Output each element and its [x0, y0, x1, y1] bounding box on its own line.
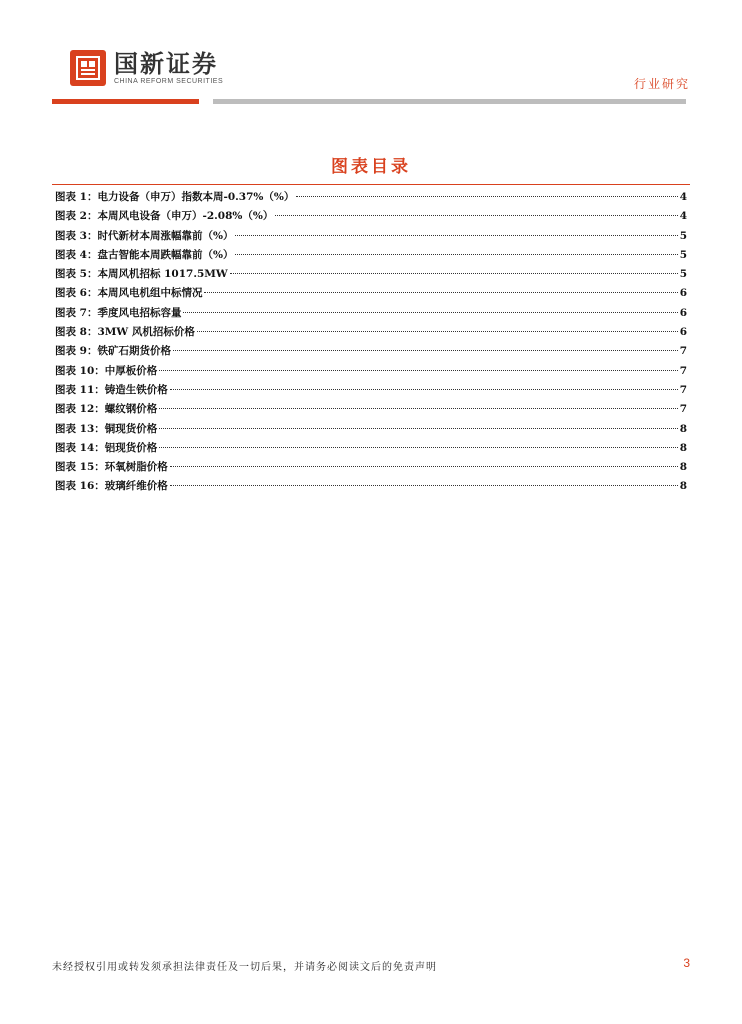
- toc-entry-page: 6: [679, 287, 687, 300]
- toc-leader-dots: [159, 408, 677, 409]
- toc-entry[interactable]: [55, 362, 687, 381]
- toc-entry-label: 图表 2：本周风电设备（申万）-2.08%（%）: [55, 210, 274, 223]
- toc-entry-page: 8: [679, 422, 687, 435]
- toc-entry-label: 图表 10：中厚板价格: [55, 364, 158, 377]
- toc-entry-page: 8: [679, 480, 687, 493]
- toc-entry-page: 4: [679, 210, 687, 223]
- toc-entry-page: 8: [679, 441, 687, 454]
- toc-entry[interactable]: [55, 246, 687, 265]
- toc-leader-dots: [159, 428, 677, 429]
- toc-leader-dots: [296, 196, 677, 197]
- toc-entry-page: 7: [679, 383, 687, 396]
- toc-entry-label: 图表 16：玻璃纤维价格: [55, 480, 168, 493]
- toc-entry[interactable]: [55, 477, 687, 496]
- toc-entry-page: 4: [679, 191, 687, 203]
- header-gray-bar: [213, 99, 686, 104]
- section-label: 行业研究: [633, 77, 690, 91]
- toc-leader-dots: [230, 273, 678, 274]
- toc-entry-page: 7: [679, 403, 687, 416]
- toc-leader-dots: [159, 447, 677, 448]
- toc-entry-page: 5: [679, 248, 687, 261]
- logo-mark-icon: [70, 50, 106, 86]
- toc-title: 图表目录: [331, 157, 411, 177]
- toc-entry[interactable]: [55, 420, 687, 439]
- toc-leader-dots: [235, 235, 677, 236]
- toc-entry[interactable]: [55, 227, 687, 246]
- toc-entry[interactable]: [55, 304, 687, 323]
- toc-leader-dots: [170, 466, 678, 467]
- toc-leader-dots: [183, 312, 677, 313]
- toc-divider: [52, 184, 690, 185]
- company-logo: [70, 50, 223, 86]
- toc-entry[interactable]: [55, 342, 687, 361]
- toc-entry[interactable]: [55, 207, 687, 226]
- toc-entry-label: 图表 15：环氧树脂价格: [55, 461, 168, 474]
- toc-entry[interactable]: [55, 381, 687, 400]
- toc-entry-label: 图表 7：季度风电招标容量: [55, 306, 182, 319]
- toc-entry[interactable]: [55, 284, 687, 303]
- toc-leader-dots: [173, 350, 678, 351]
- footer-disclaimer: 未经授权引用或转发须承担法律责任及一切后果，并请务必阅读文后的免责声明: [52, 962, 437, 973]
- toc-entry[interactable]: [55, 439, 687, 458]
- header-accent-bar: [52, 99, 199, 104]
- toc-entry-page: 5: [679, 268, 687, 281]
- toc-leader-dots: [170, 389, 678, 390]
- page-header: [0, 0, 742, 110]
- toc-entry-label: 图表 3：时代新材本周涨幅靠前（%）: [55, 229, 234, 242]
- toc-entry-page: 6: [679, 306, 687, 319]
- toc-entry-label: 图表 12：螺纹钢价格: [55, 403, 158, 416]
- toc-entry-label: 图表 6：本周风电机组中标情况: [55, 287, 203, 300]
- toc-entry[interactable]: [55, 323, 687, 342]
- toc-leader-dots: [235, 254, 677, 255]
- toc-entry-page: 5: [679, 229, 687, 242]
- toc-leader-dots: [197, 331, 678, 332]
- toc-leader-dots: [275, 215, 677, 216]
- logo-english-name: CHINA REFORM SECURITIES: [114, 77, 224, 85]
- toc-entry-label: 图表 8：3MW 风机招标价格: [55, 326, 195, 339]
- toc-entry-label: 图表 4：盘古智能本周跌幅靠前（%）: [55, 248, 234, 261]
- toc-entry-label: 图表 13：铜现货价格: [55, 422, 158, 435]
- toc-entry-page: 7: [679, 345, 687, 358]
- toc-entry[interactable]: [55, 188, 687, 207]
- toc-entry-page: 6: [679, 326, 687, 339]
- toc-entry-label: 图表 14：铝现货价格: [55, 441, 158, 454]
- toc-leader-dots: [159, 370, 677, 371]
- page-number: 3: [683, 956, 690, 970]
- toc-entry-page: 8: [679, 461, 687, 474]
- toc-entry-label: 图表 11：铸造生铁价格: [55, 383, 168, 396]
- toc-entry[interactable]: [55, 400, 687, 419]
- toc-entry-label: 图表 1：电力设备（申万）指数本周-0.37%（%）: [55, 191, 295, 203]
- toc-leader-dots: [170, 485, 678, 486]
- logo-chinese-name: 国新证券: [114, 49, 218, 78]
- toc-list: [55, 188, 687, 497]
- toc-entry[interactable]: [55, 458, 687, 477]
- toc-leader-dots: [204, 292, 677, 293]
- toc-entry[interactable]: [55, 265, 687, 284]
- toc-entry-label: 图表 9：铁矿石期货价格: [55, 345, 171, 358]
- toc-entry-label: 图表 5：本周风机招标 1017.5MW: [55, 268, 228, 281]
- toc-entry-page: 7: [679, 364, 687, 377]
